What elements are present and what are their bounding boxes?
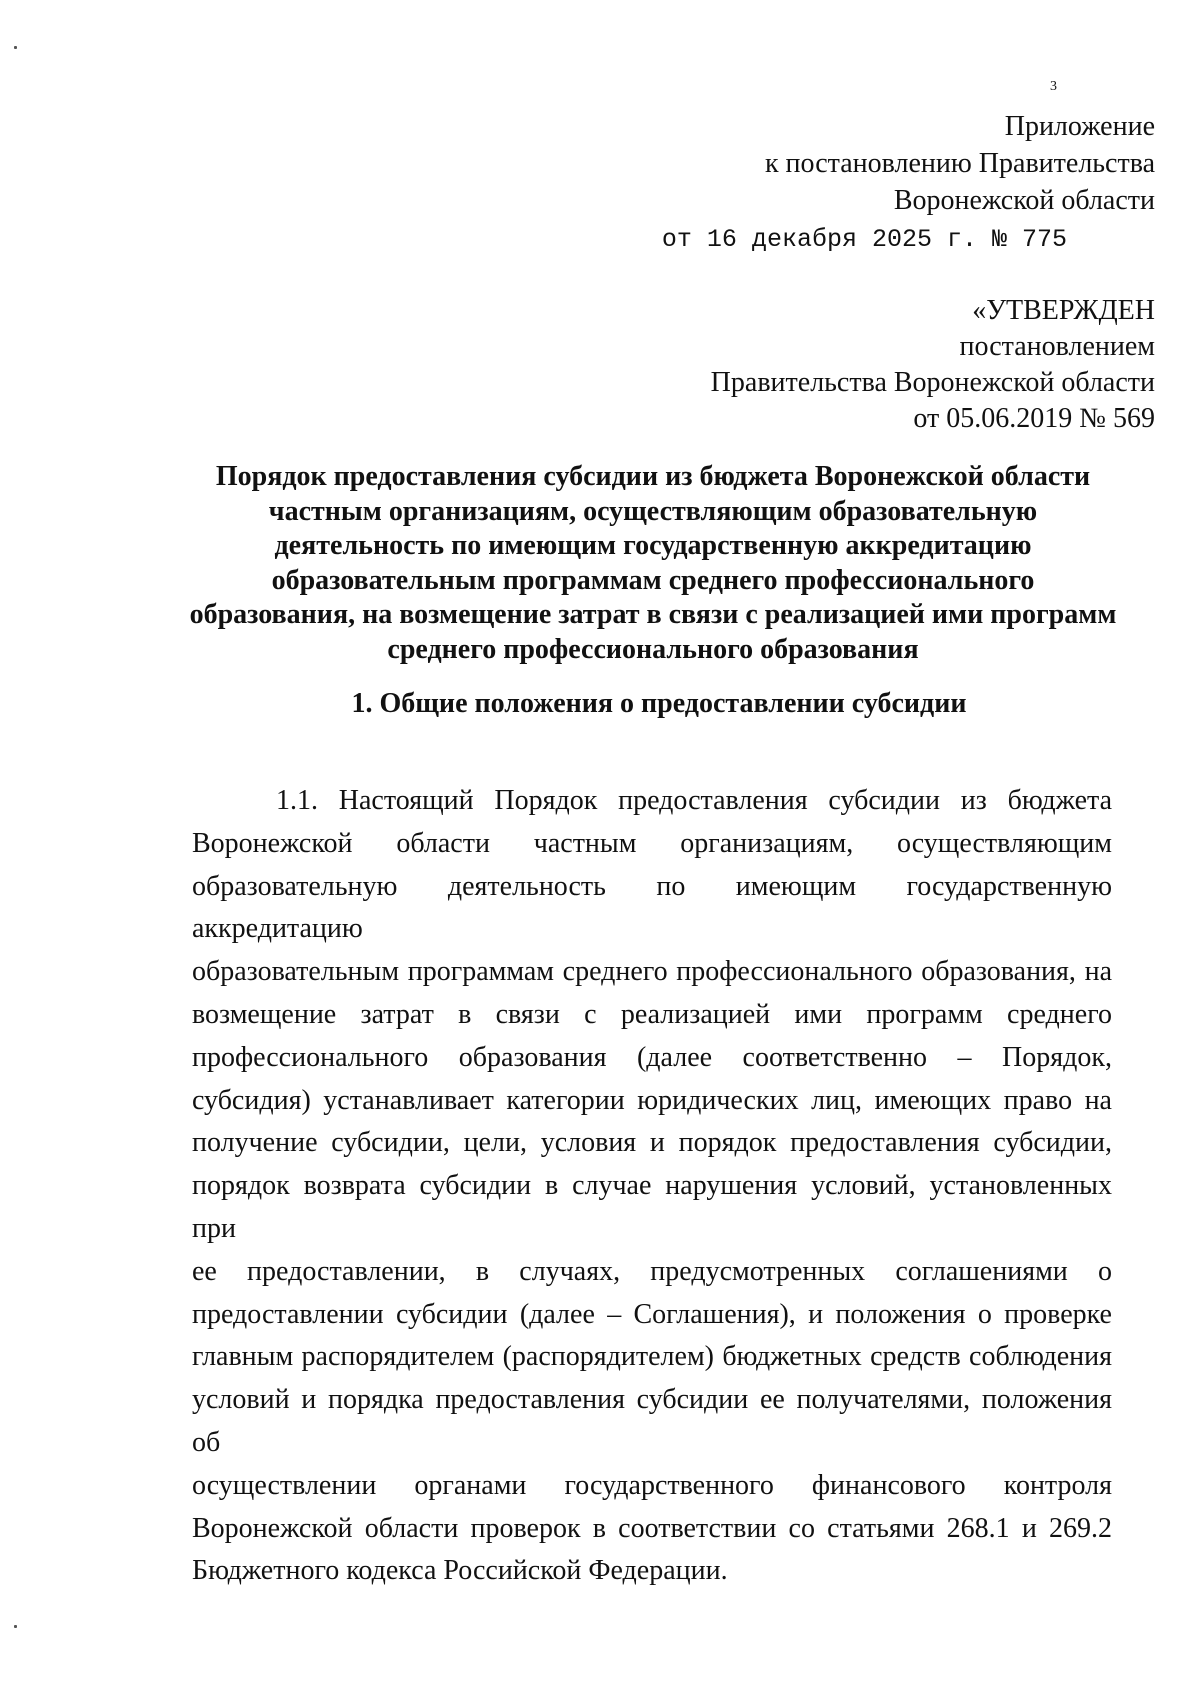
- title-line: Порядок предоставления субсидии из бюджета Воронежской области: [215, 461, 1091, 492]
- scan-speck: [14, 46, 17, 49]
- title-line: образования, на возмещение затрат в связи с реализацией ими программ: [189, 599, 1117, 630]
- appendix-label: Приложение: [1004, 111, 1155, 142]
- document-title: [188, 460, 1118, 667]
- paragraph-line: возмещение затрат в связи с реализацией ими программ среднего: [192, 998, 1112, 1030]
- paragraph-line: Воронежской области проверок в соответствии со статьями 268.1 и 269.2: [192, 1512, 1112, 1544]
- paragraph-line: Воронежской области частным организациям, осуществляющим: [192, 827, 1112, 859]
- appendix-resolution-ref: к постановлению Правительства: [764, 148, 1155, 179]
- title-line: среднего профессионального образования: [387, 633, 919, 665]
- title-line: частным организациям, осуществляющим образовательную: [268, 495, 1038, 527]
- page-number: 3: [1050, 79, 1057, 94]
- paragraph-line: предоставлении субсидии (далее – Соглашения), и положения о проверке: [192, 1298, 1112, 1330]
- approved-label: «УТВЕРЖДЕН: [972, 295, 1155, 326]
- paragraph-1-1: [192, 780, 1112, 1593]
- approved-date-number: от 05.06.2019 № 569: [913, 403, 1155, 434]
- approved-authority: Правительства Воронежской области: [710, 367, 1155, 398]
- paragraph-line: субсидия) устанавливает категории юридических лиц, имеющих право на: [192, 1084, 1112, 1116]
- title-line: деятельность по имеющим государственную аккредитацию: [274, 530, 1032, 561]
- paragraph-line: профессионального образования (далее соответственно – Порядок,: [192, 1041, 1112, 1073]
- paragraph-line: 1.1. Настоящий Порядок предоставления субсидии из бюджета: [276, 785, 1112, 816]
- paragraph-line: образовательную деятельность по имеющим государственную аккредитацию: [192, 870, 1112, 945]
- approval-stamp-text: [595, 293, 1155, 437]
- paragraph-line: образовательным программам среднего профессионального образования, на: [192, 956, 1112, 988]
- paragraph-line: условий и порядка предоставления субсидии ее получателями, положения об: [192, 1384, 1112, 1458]
- section-heading: 1. Общие положения о предоставлении субсидии: [351, 688, 967, 719]
- appendix-header: [595, 108, 1155, 257]
- approved-by: постановлением: [959, 331, 1155, 362]
- paragraph-line: порядок возврата субсидии в случае нарушения условий, установленных при: [192, 1170, 1112, 1244]
- paragraph-line: осуществлении органами государственного финансового контроля: [192, 1469, 1112, 1501]
- title-line: образовательным программам среднего профессионального: [271, 564, 1035, 596]
- paragraph-line: получение субсидии, цели, условия и порядок предоставления субсидии,: [192, 1127, 1112, 1159]
- paragraph-line: главным распорядителем (распорядителем) бюджетных средств соблюдения: [192, 1341, 1112, 1373]
- scan-speck: [14, 1625, 17, 1628]
- paragraph-line: ее предоставлении, в случаях, предусмотренных соглашениями о: [192, 1255, 1112, 1287]
- appendix-region: Воронежской области: [893, 185, 1155, 216]
- appendix-date-number: от 16 декабря 2025 г. № 775: [661, 225, 1067, 254]
- paragraph-line: Бюджетного кодекса Российской Федерации.: [192, 1555, 728, 1587]
